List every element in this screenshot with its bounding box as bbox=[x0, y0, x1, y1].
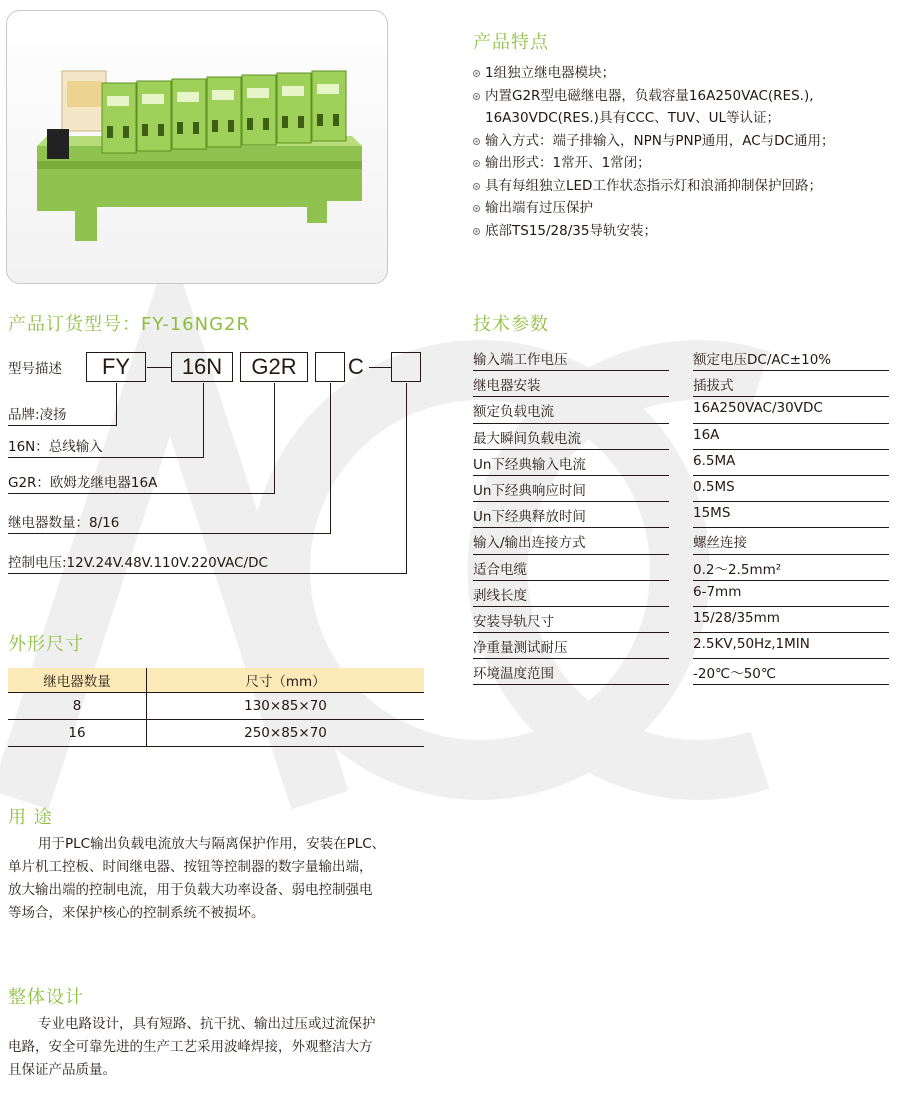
spec-value: 6.5MA bbox=[693, 452, 736, 469]
model-box-voltage bbox=[391, 352, 421, 382]
spec-row bbox=[473, 633, 889, 659]
spec-value: 插拔式 bbox=[693, 378, 734, 395]
connector-line bbox=[8, 425, 117, 426]
feature-item: 输入方式：端子排输入，NPN与PNP通用，AC与DC通用； bbox=[473, 130, 834, 153]
note-relay: G2R：欧姆龙继电器16A bbox=[8, 475, 158, 491]
spec-row bbox=[473, 476, 889, 502]
note-brand: 品牌:凌扬 bbox=[8, 407, 67, 423]
note-input: 16N：总线输入 bbox=[8, 439, 103, 455]
header-size: 尺寸（mm） bbox=[147, 668, 425, 693]
product-photo bbox=[6, 10, 388, 284]
spec-value: 15/28/35mm bbox=[693, 609, 780, 626]
spec-value: 螺丝连接 bbox=[693, 535, 747, 552]
cell-size: 250×85×70 bbox=[147, 720, 425, 747]
dimensions-table bbox=[8, 668, 424, 747]
design-line: 专业电路设计，具有短路、抗干扰、输出过压或过流保护 bbox=[38, 1016, 376, 1032]
spec-row bbox=[473, 659, 889, 685]
feature-item: 输出端有过压保护 bbox=[473, 197, 834, 220]
spec-value: 2.5KV,50Hz,1MIN bbox=[693, 636, 810, 653]
spec-key: 净重量测试耐压 bbox=[473, 640, 568, 657]
model-desc-label: 型号描述 bbox=[8, 361, 62, 377]
usage-line: 等场合，来保护核心的控制系统不被损坏。 bbox=[8, 905, 265, 921]
spec-key: Un下经典输入电流 bbox=[473, 456, 586, 473]
model-box-quantity bbox=[315, 352, 345, 382]
spec-value: 6-7mm bbox=[693, 583, 742, 600]
table-row bbox=[8, 693, 424, 720]
features-title: 产品特点 bbox=[473, 32, 549, 53]
connector-line bbox=[8, 573, 407, 574]
spec-key: 继电器安装 bbox=[473, 378, 541, 395]
cell-size: 130×85×70 bbox=[147, 693, 425, 720]
bullet-icon bbox=[473, 138, 480, 145]
features-list bbox=[473, 62, 834, 242]
spec-key: Un下经典响应时间 bbox=[473, 482, 586, 499]
spec-key: 输入/输出连接方式 bbox=[473, 535, 586, 552]
usage-line: 用于PLC输出负载电流放大与隔离保护作用，安装在PLC、 bbox=[38, 836, 386, 852]
spec-key: 剥线长度 bbox=[473, 587, 527, 604]
model-dash bbox=[369, 367, 391, 368]
feature-item: 内置G2R型电磁继电器，负载容量16A250VAC(RES.), bbox=[473, 85, 834, 108]
design-line: 电路，安全可靠先进的生产工艺采用波峰焊接，外观整洁大方 bbox=[8, 1039, 373, 1055]
spec-key: 安装导轨尺寸 bbox=[473, 613, 554, 630]
spec-key: Un下经典释放时间 bbox=[473, 509, 586, 526]
bullet-icon bbox=[473, 93, 480, 100]
header-relay-count: 继电器数量 bbox=[8, 668, 147, 693]
spec-value: -20℃～50℃ bbox=[693, 666, 777, 683]
table-row bbox=[8, 720, 424, 747]
usage-line: 放大输出端的控制电流，用于负载大功率设备、弱电控制强电 bbox=[8, 882, 373, 898]
model-box-input: 16N bbox=[171, 352, 233, 382]
bullet-icon bbox=[473, 70, 480, 77]
spec-row bbox=[473, 528, 889, 554]
cell-count: 8 bbox=[8, 693, 147, 720]
spec-row bbox=[473, 424, 889, 450]
table-header-row bbox=[8, 668, 424, 693]
spec-value: 0.5MS bbox=[693, 478, 735, 495]
spec-row bbox=[473, 607, 889, 633]
spec-row bbox=[473, 581, 889, 607]
connector-line bbox=[203, 383, 204, 457]
note-quantity: 继电器数量：8/16 bbox=[8, 515, 120, 531]
feature-item: 具有每组独立LED工作状态指示灯和浪涌抑制保护回路； bbox=[473, 175, 834, 198]
spec-row bbox=[473, 502, 889, 528]
bullet-icon bbox=[473, 228, 480, 235]
spec-row bbox=[473, 345, 889, 371]
bullet-icon bbox=[473, 205, 480, 212]
bullet-icon bbox=[473, 183, 480, 190]
connector-line bbox=[406, 383, 407, 573]
connector-line bbox=[116, 383, 117, 425]
spec-value: 额定电压DC/AC±10% bbox=[693, 352, 832, 368]
note-voltage: 控制电压:12V.24V.48V.110V.220VAC/DC bbox=[8, 555, 268, 571]
spec-value: 15MS bbox=[693, 505, 731, 522]
design-title: 整体设计 bbox=[8, 987, 84, 1008]
spec-value: 16A250VAC/30VDC bbox=[693, 400, 823, 417]
spec-value: 0.2～2.5mm² bbox=[693, 561, 782, 578]
bullet-icon bbox=[473, 160, 480, 167]
dimensions-title: 外形尺寸 bbox=[8, 634, 84, 655]
spec-key: 最大瞬间负载电流 bbox=[473, 430, 581, 447]
spec-table bbox=[473, 345, 889, 685]
feature-item: 输出形式：1常开、1常闭； bbox=[473, 152, 834, 175]
order-model-title: 产品订货型号：FY-16NG2R bbox=[8, 314, 250, 335]
spec-key: 额定负载电流 bbox=[473, 404, 554, 421]
feature-item: 底部TS15/28/35导轨安装； bbox=[473, 220, 834, 243]
model-box-relay: G2R bbox=[240, 352, 308, 382]
spec-title: 技术参数 bbox=[473, 314, 549, 335]
spec-key: 输入端工作电压 bbox=[473, 352, 568, 368]
model-dash bbox=[147, 367, 171, 368]
spec-row bbox=[473, 371, 889, 397]
spec-value: 16A bbox=[693, 426, 720, 443]
cell-count: 16 bbox=[8, 720, 147, 747]
connector-line bbox=[8, 533, 331, 534]
feature-item-continuation: 16A30VDC(RES.)具有CCC、TUV、UL等认证； bbox=[485, 110, 780, 126]
connector-line bbox=[274, 383, 275, 493]
design-line: 且保证产品质量。 bbox=[8, 1062, 116, 1078]
spec-key: 环境温度范围 bbox=[473, 666, 554, 683]
connector-line bbox=[8, 457, 204, 458]
usage-title: 用 途 bbox=[8, 807, 53, 828]
model-letter-c: C bbox=[348, 354, 364, 379]
spec-key: 适合电缆 bbox=[473, 561, 527, 578]
design-text bbox=[8, 1013, 438, 1082]
spec-row bbox=[473, 397, 889, 423]
model-box-brand: FY bbox=[86, 352, 146, 382]
spec-row bbox=[473, 555, 889, 581]
spec-row bbox=[473, 450, 889, 476]
feature-item: 1组独立继电器模块； bbox=[473, 62, 834, 85]
usage-text bbox=[8, 833, 438, 925]
usage-line: 单片机工控板、时间继电器、按钮等控制器的数字量输出端， bbox=[8, 859, 373, 875]
connector-line bbox=[8, 493, 275, 494]
relay-module-image bbox=[7, 11, 387, 283]
connector-line bbox=[330, 383, 331, 533]
